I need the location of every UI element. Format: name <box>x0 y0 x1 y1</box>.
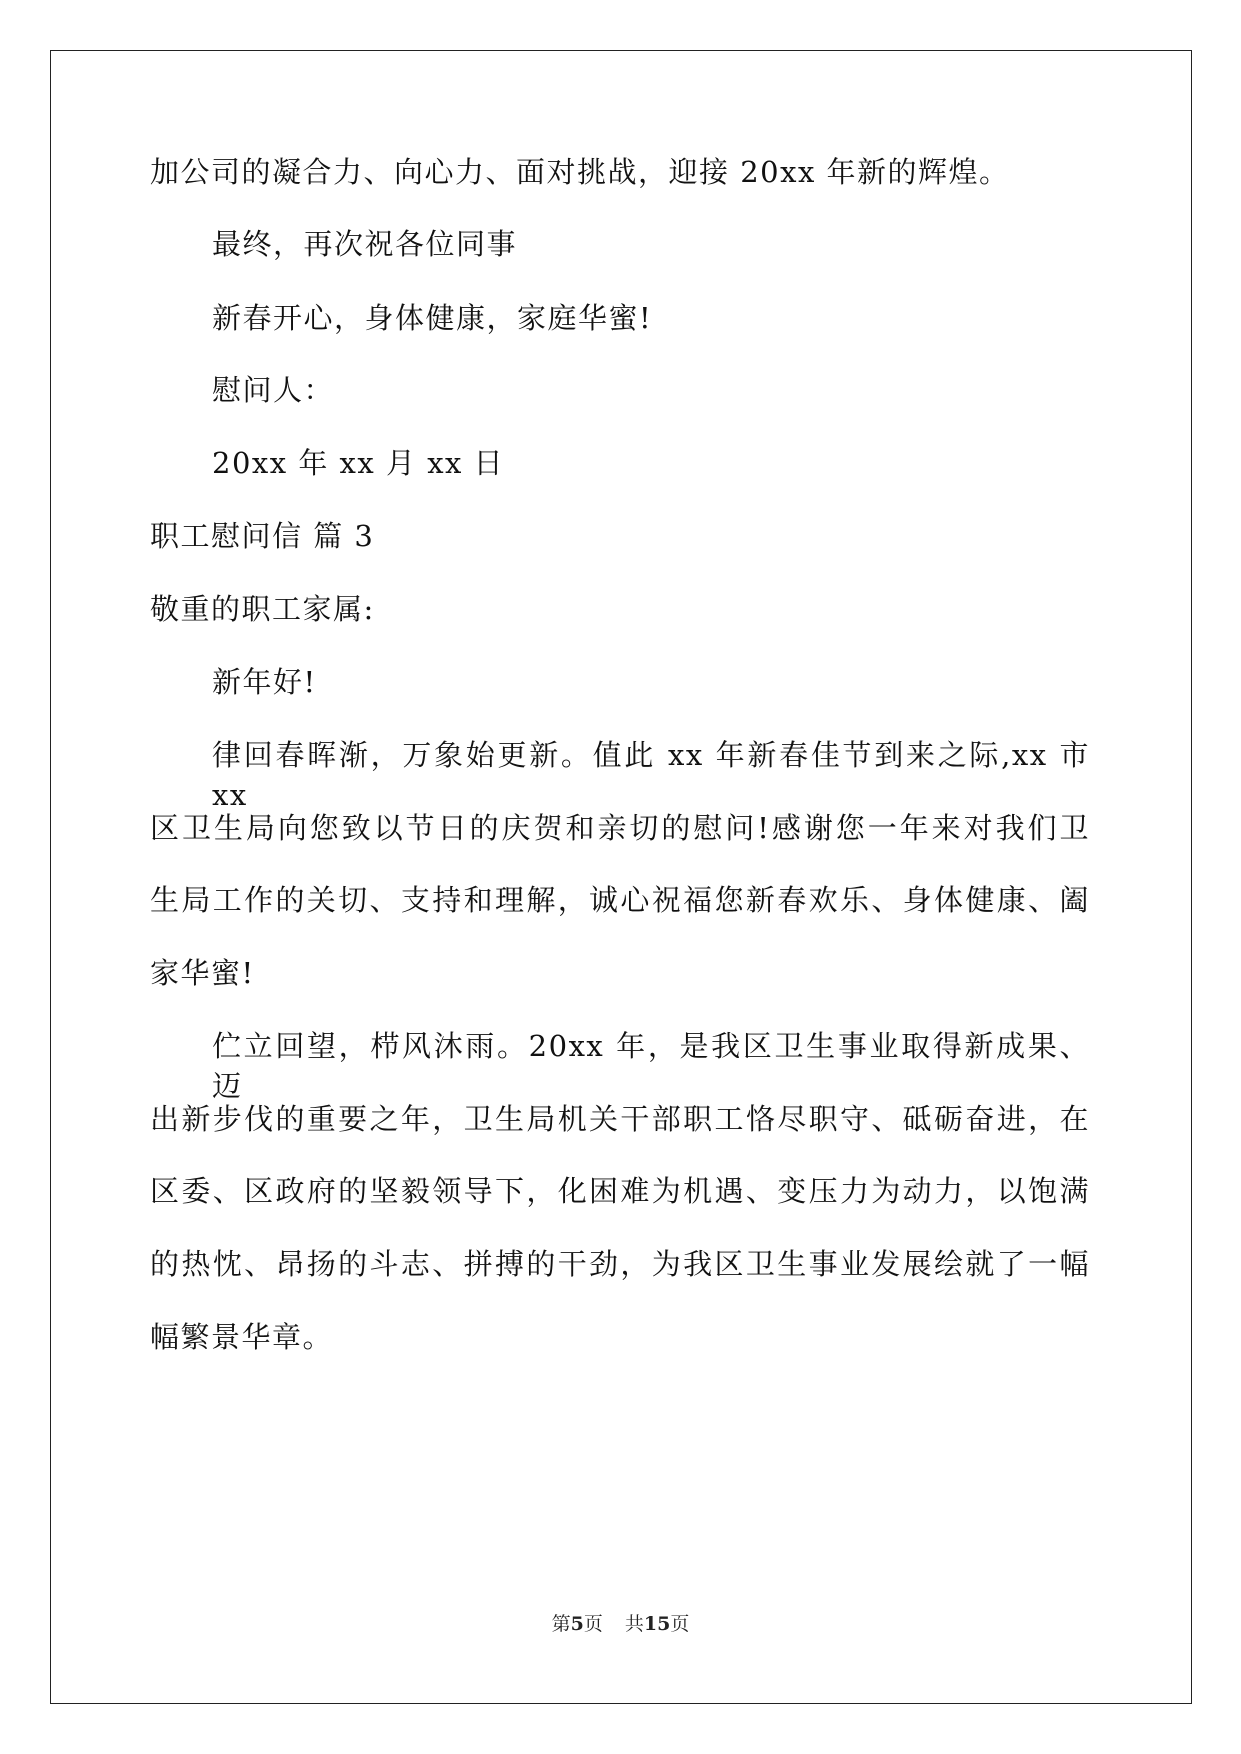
total-pages-number: 15 <box>643 1613 671 1635</box>
footer-total-prefix: 共 <box>624 1613 644 1635</box>
paragraph-1-line-1: 律回春晖渐，万象始更新。值此 xx 年新春佳节到来之际,xx 市 xx <box>212 738 1090 812</box>
date-line: 20xx 年 xx 月 xx 日 <box>212 446 505 480</box>
closing-wish-line: 最终，再次祝各位同事 <box>212 227 518 261</box>
paragraph-2-line-1: 伫立回望，栉风沐雨。20xx 年，是我区卫生事业取得新成果、迈 <box>212 1029 1090 1103</box>
paragraph-1-line-4: 家华蜜! <box>150 956 255 990</box>
salutation: 敬重的职工家属: <box>150 592 375 626</box>
paragraph-2-line-5: 幅繁景华章。 <box>150 1320 334 1354</box>
paragraph-1-line-2: 区卫生局向您致以节日的庆贺和亲切的慰问!感谢您一年来对我们卫 <box>150 811 1090 845</box>
footer-prefix: 第 <box>551 1613 571 1635</box>
current-page-number: 5 <box>570 1613 584 1635</box>
paragraph-2-line-3: 区委、区政府的坚毅领导下，化困难为机遇、变压力为动力，以饱满 <box>150 1174 1090 1208</box>
paragraph-2-line-2: 出新步伐的重要之年，卫生局机关干部职工恪尽职守、砥砺奋进，在 <box>150 1102 1090 1136</box>
greeting-wish-line: 新春开心，身体健康，家庭华蜜! <box>212 301 653 335</box>
footer-page-word: 页 <box>583 1613 603 1635</box>
footer-total-suffix: 页 <box>670 1613 690 1635</box>
section-heading: 职工慰问信 篇 3 <box>150 519 375 553</box>
paragraph-2-line-4: 的热忱、昂扬的斗志、拼搏的干劲，为我区卫生事业发展绘就了一幅 <box>150 1247 1090 1281</box>
new-year-greeting: 新年好! <box>212 665 317 699</box>
body-line-1: 加公司的凝合力、向心力、面对挑战，迎接 20xx 年新的辉煌。 <box>150 155 1010 189</box>
paragraph-1-line-3: 生局工作的关切、支持和理解，诚心祝福您新春欢乐、身体健康、阖 <box>150 883 1090 917</box>
page-number-footer <box>0 1612 1241 1636</box>
signatory-label: 慰问人： <box>212 373 335 407</box>
